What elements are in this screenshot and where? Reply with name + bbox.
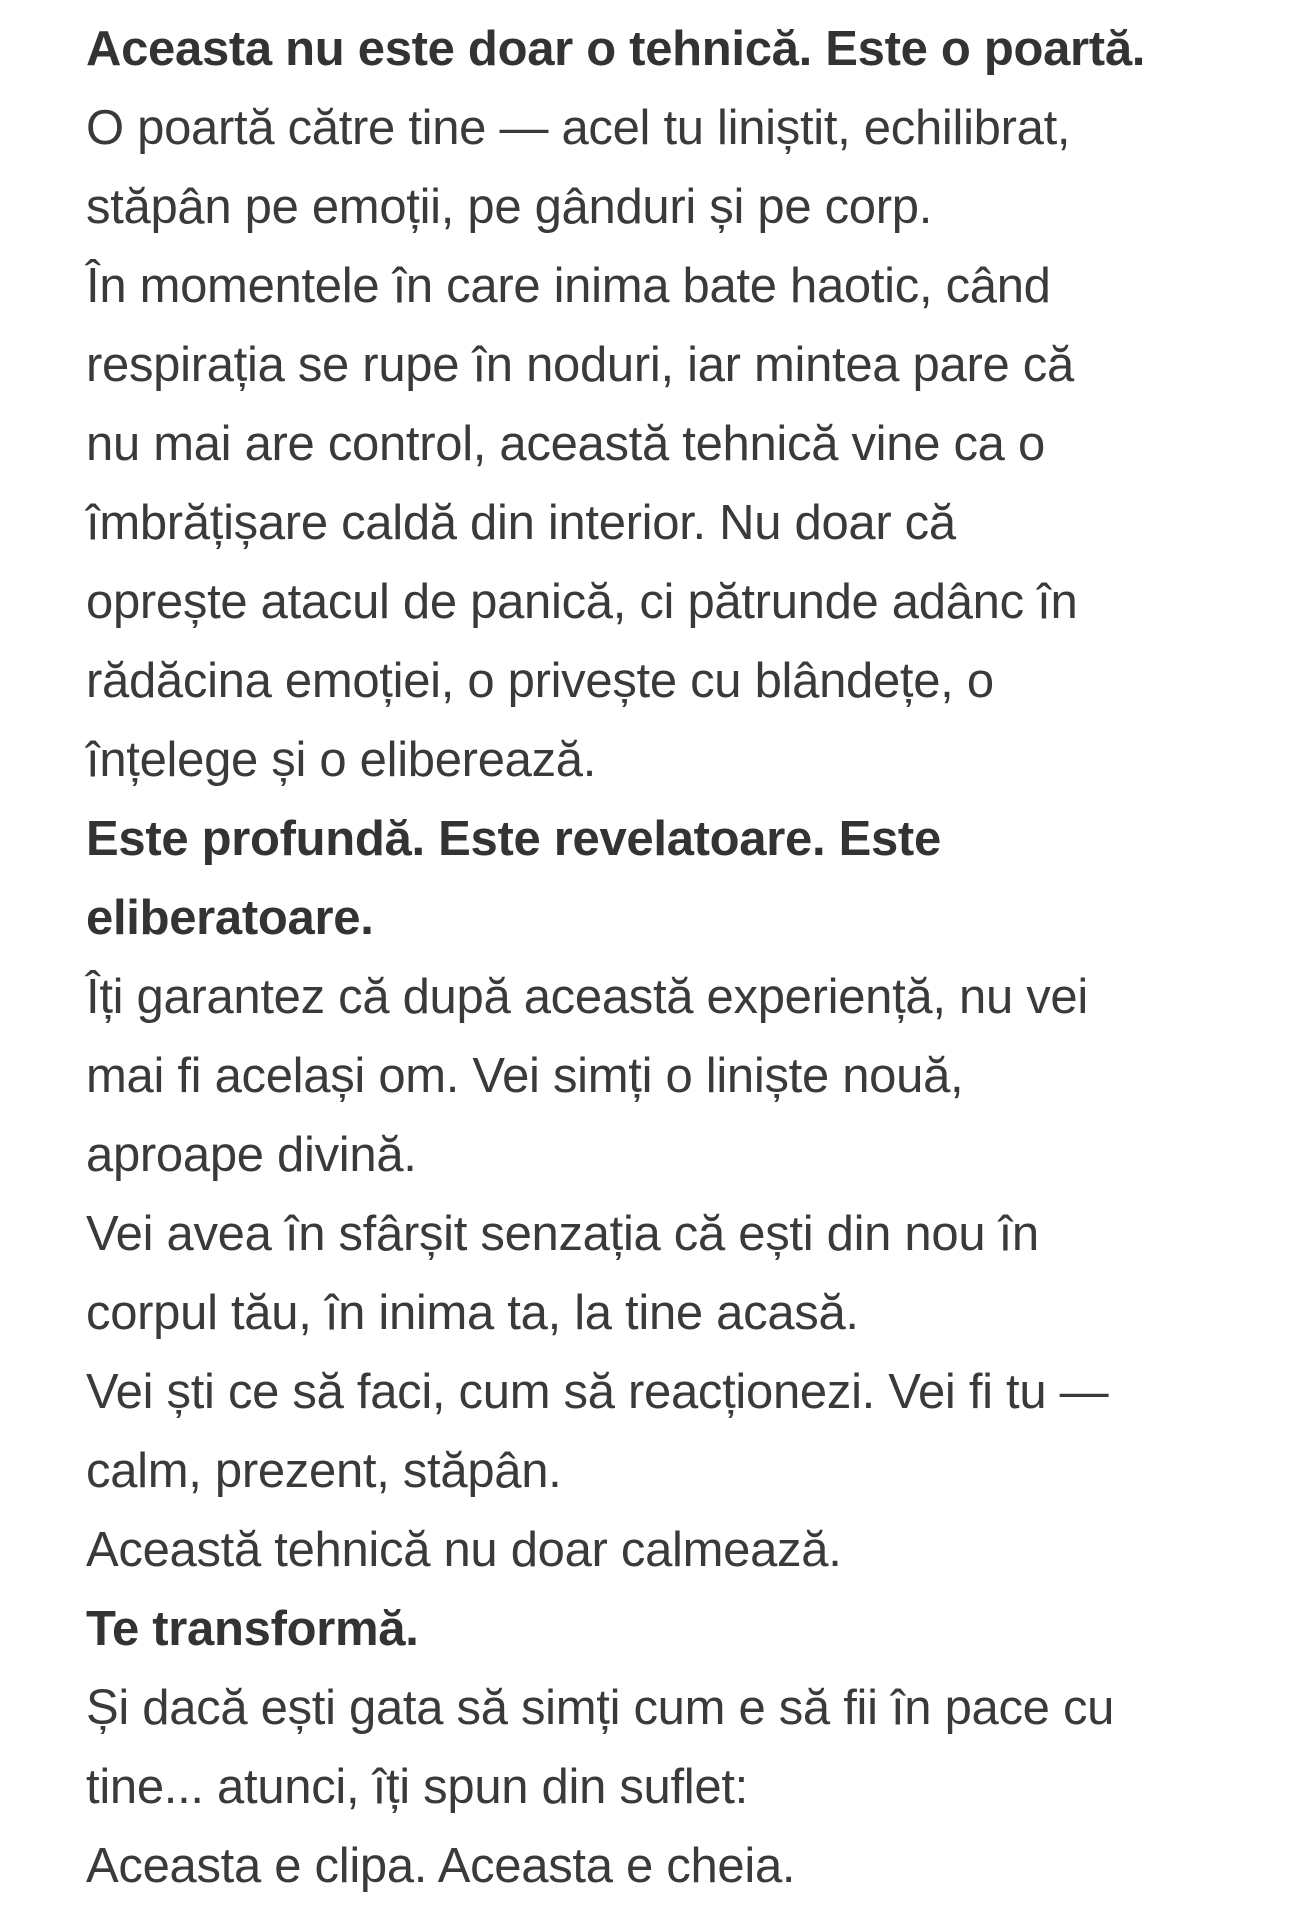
text-line: calm, prezent, stăpân. bbox=[86, 1444, 562, 1498]
text-line: Aceasta e clipa. Aceasta e cheia. bbox=[86, 1839, 796, 1893]
text-line: înțelege și o eliberează. bbox=[86, 733, 597, 787]
text-line: stăpân pe emoții, pe gânduri și pe corp. bbox=[86, 180, 933, 234]
text-line: În momentele în care inima bate haotic, când bbox=[86, 259, 1051, 313]
text-line: rădăcina emoției, o privește cu blândețe, o bbox=[86, 654, 994, 708]
text-line: aproape divină. bbox=[86, 1128, 417, 1182]
paragraph-6 bbox=[86, 1195, 1256, 1353]
paragraph-7 bbox=[86, 1353, 1256, 1511]
text-line: tine... atunci, îți spun din suflet: bbox=[86, 1760, 748, 1814]
paragraph-4 bbox=[86, 800, 1256, 958]
document-body bbox=[86, 10, 1256, 1906]
text-line: Îți garantez că după această experiență, nu vei bbox=[86, 970, 1088, 1024]
paragraph-11 bbox=[86, 1827, 1256, 1906]
text-line: nu mai are control, această tehnică vine ca o bbox=[86, 417, 1045, 471]
paragraph-5 bbox=[86, 958, 1256, 1195]
text-line: Aceasta nu este doar o tehnică. Este o poartă. bbox=[86, 22, 1146, 76]
text-line: Această tehnică nu doar calmează. bbox=[86, 1523, 842, 1577]
text-line: corpul tău, în inima ta, la tine acasă. bbox=[86, 1286, 859, 1340]
text-line: Și dacă ești gata să simți cum e să fii în pace cu bbox=[86, 1681, 1115, 1735]
text-line: Este profundă. Este revelatoare. Este bbox=[86, 812, 941, 866]
paragraph-9 bbox=[86, 1590, 1256, 1669]
paragraph-3 bbox=[86, 247, 1256, 800]
paragraph-1 bbox=[86, 10, 1256, 89]
text-line: O poartă către tine — acel tu liniștit, echilibrat, bbox=[86, 101, 1071, 155]
text-line: Vei ști ce să faci, cum să reacționezi. Vei fi tu — bbox=[86, 1365, 1109, 1419]
text-line: eliberatoare. bbox=[86, 891, 374, 945]
text-line: Vei avea în sfârșit senzația că ești din nou în bbox=[86, 1207, 1039, 1261]
text-line: îmbrățișare caldă din interior. Nu doar că bbox=[86, 496, 956, 550]
text-line: mai fi același om. Vei simți o liniște nouă, bbox=[86, 1049, 964, 1103]
paragraph-10 bbox=[86, 1669, 1256, 1827]
text-line: respirația se rupe în noduri, iar mintea pare că bbox=[86, 338, 1074, 392]
text-line: oprește atacul de panică, ci pătrunde adânc în bbox=[86, 575, 1078, 629]
text-line: Te transformă. bbox=[86, 1602, 419, 1656]
paragraph-2 bbox=[86, 89, 1256, 247]
paragraph-8 bbox=[86, 1511, 1256, 1590]
